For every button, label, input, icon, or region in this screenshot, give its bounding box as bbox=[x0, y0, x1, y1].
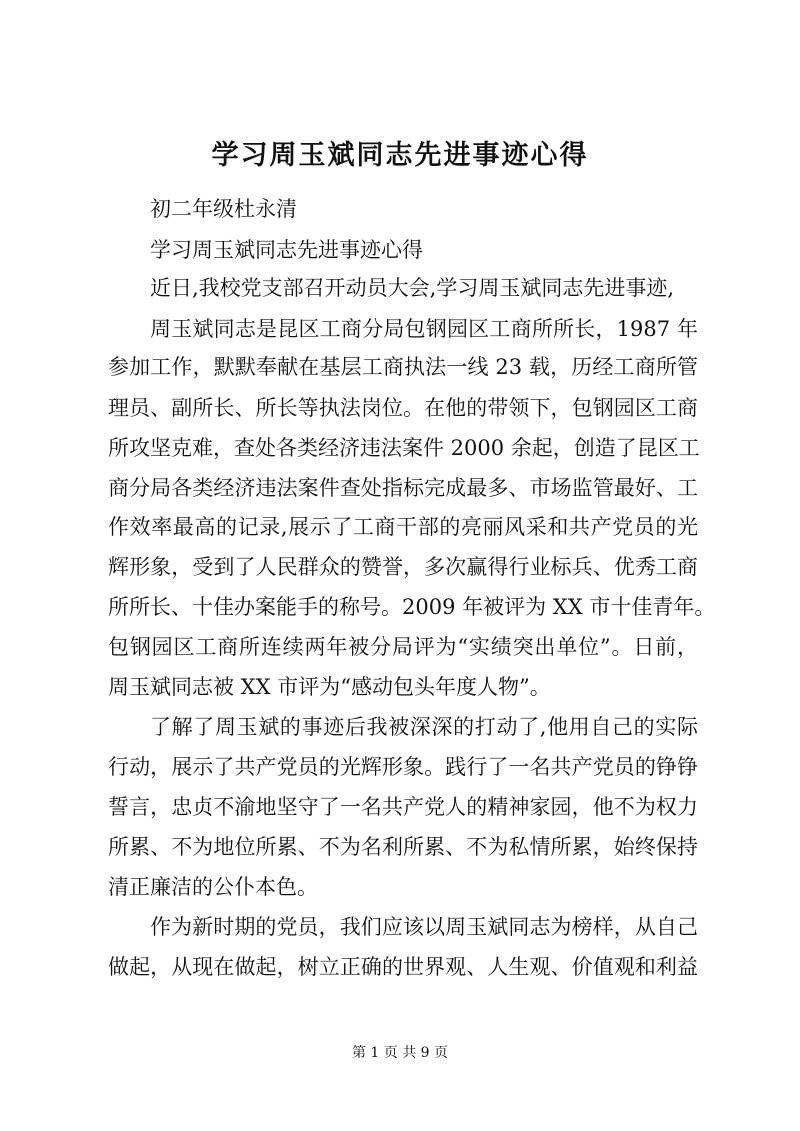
body-line: 行动，展示了共产党员的光辉形象。践行了一名共产党员的铮铮 bbox=[108, 755, 698, 779]
subtitle-line: 学习周玉斌同志先进事迹心得 bbox=[150, 238, 423, 262]
body-line: 誓言，忠贞不渝地坚守了一名共产党人的精神家园，他不为权力 bbox=[108, 795, 698, 819]
body-line: 作为新时期的党员，我们应该以周玉斌同志为榜样，从自己 bbox=[150, 915, 698, 939]
body-line: 商分局各类经济违法案件查处指标完成最多、市场监管最好、工 bbox=[108, 476, 698, 500]
page-number: 第 1 页 共 9 页 bbox=[351, 1045, 449, 1061]
body-line: 作效率最高的记录,展示了工商干部的亮丽风采和共产党员的光 bbox=[108, 515, 698, 539]
body-line: 辉形象，受到了人民群众的赞誉，多次赢得行业标兵、优秀工商 bbox=[108, 555, 698, 579]
author-line: 初二年级杜永清 bbox=[150, 197, 297, 221]
body-line: 了解了周玉斌的事迹后我被深深的打动了,他用自己的实际 bbox=[150, 715, 698, 739]
body-line: 周玉斌同志是昆区工商分局包钢园区工商所所长，1987 年 bbox=[150, 317, 698, 341]
body-line: 理员、副所长、所长等执法岗位。在他的带领下，包钢园区工商 bbox=[108, 396, 698, 420]
body-line: 近日,我校党支部召开动员大会,学习周玉斌同志先进事迹, bbox=[150, 276, 675, 300]
body-line: 清正廉洁的公仆本色。 bbox=[108, 875, 318, 899]
body-line: 包钢园区工商所连续两年被分局评为“实绩突出单位”。日前， bbox=[108, 635, 698, 659]
document-title: 学习周玉斌同志先进事迹心得 bbox=[211, 140, 589, 171]
body-line: 周玉斌同志被 XX 市评为“感动包头年度人物”。 bbox=[108, 675, 551, 699]
body-line: 参加工作，默默奉献在基层工商执法一线 23 载，历经工商所管 bbox=[108, 355, 698, 379]
body-line: 所所长、十佳办案能手的称号。2009 年被评为 XX 市十佳青年。 bbox=[108, 595, 716, 619]
body-line: 所累、不为地位所累、不为名利所累、不为私情所累，始终保持 bbox=[108, 835, 698, 859]
body-line: 所攻坚克难，查处各类经济违法案件 2000 余起，创造了昆区工 bbox=[108, 436, 700, 460]
body-line: 做起，从现在做起，树立正确的世界观、人生观、价值观和利益 bbox=[108, 955, 698, 979]
